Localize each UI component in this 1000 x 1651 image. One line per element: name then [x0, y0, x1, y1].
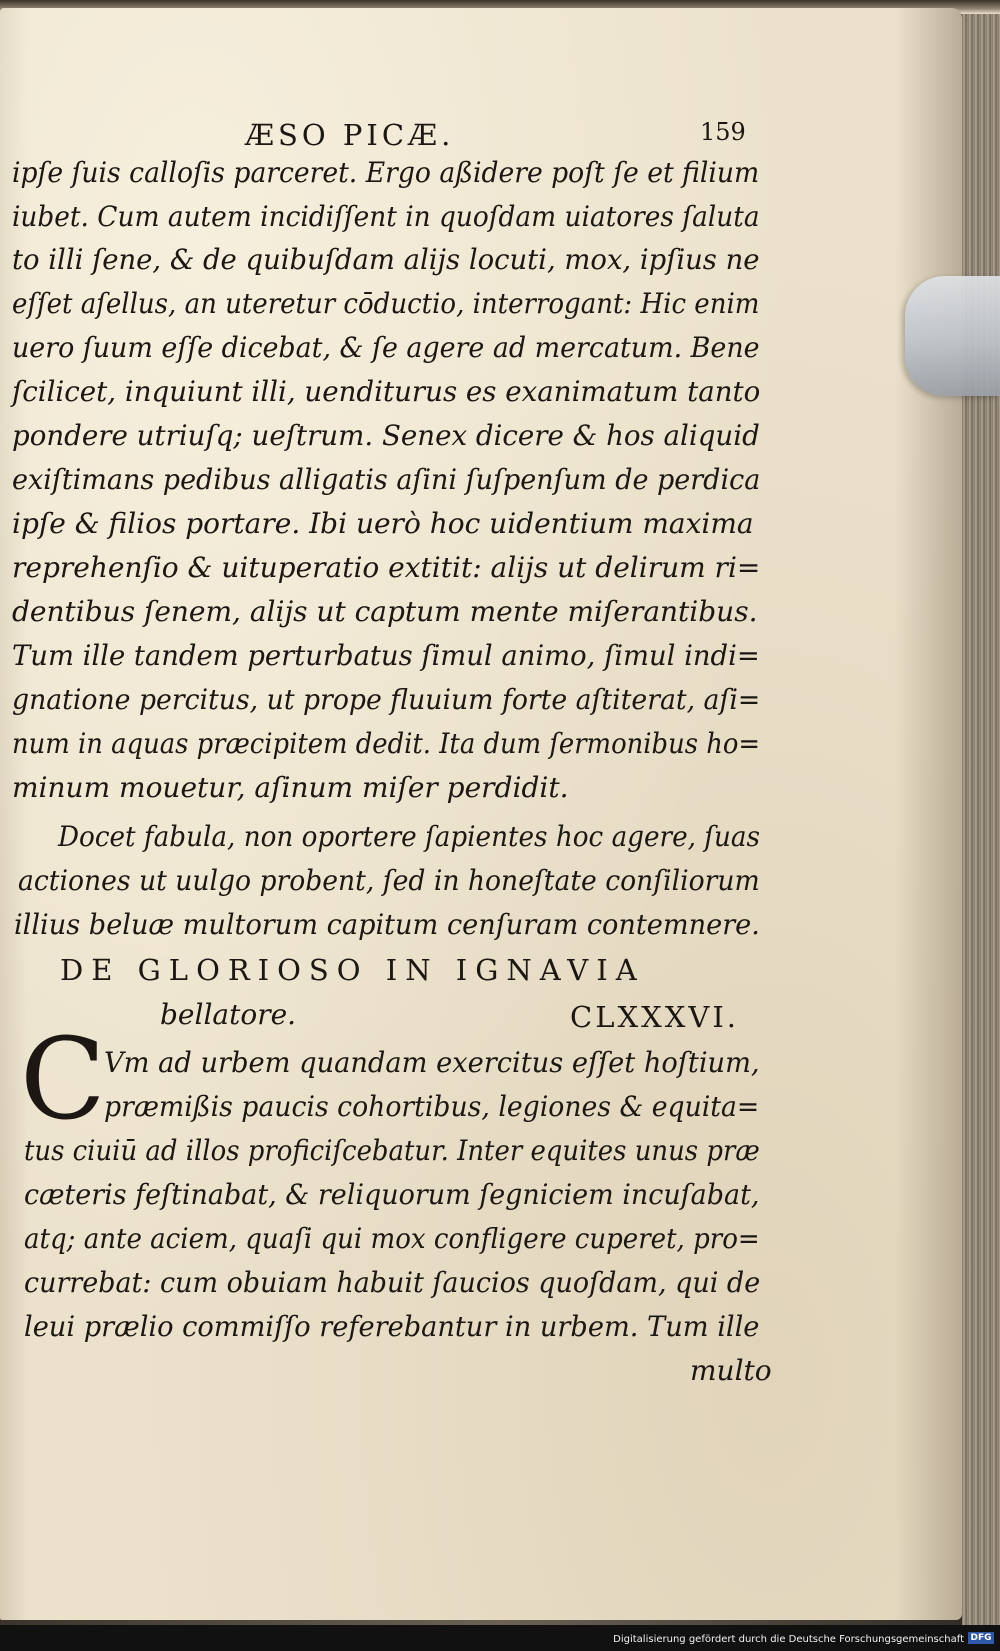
- text-line: Tum ille tandem perturbatus ſimul animo, ſimul indi=: [12, 639, 760, 672]
- text-line: eſſet aſellus, an uteretur cōductio, interrogant: Hic enim: [12, 287, 760, 320]
- footer-bar: [0, 1625, 1000, 1651]
- fable-title-continuation: bellatore.: [160, 998, 297, 1031]
- drop-cap: C: [20, 1015, 106, 1145]
- dfg-logo: DFG: [968, 1632, 994, 1644]
- text-line: dentibus ſenem, alijs ut captum mente miſerantibus.: [12, 595, 758, 628]
- text-line: ipſe & filios portare. Ibi uerò hoc uidentium maxima: [12, 507, 754, 540]
- text-line: to illi ſene, & de quibuſdam alijs locuti, mox, ipſius ne: [12, 243, 760, 276]
- text-line: minum mouetur, aſinum miſer perdidit.: [12, 771, 569, 804]
- text-line: num in aquas præcipitem dedit. Ita dum ſermonibus ho=: [12, 727, 761, 760]
- moral-line: actiones ut uulgo probent, ſed in honeſtate conſiliorum: [18, 864, 760, 897]
- text-line: præmißis paucis cohortibus, legiones & equita=: [104, 1090, 760, 1123]
- catchword: multo: [690, 1354, 772, 1387]
- text-line: ipſe ſuis calloſis parceret. Ergo aßidere poſt ſe et filium: [12, 156, 760, 189]
- moral-line: Docet fabula, non oportere ſapientes hoc agere, ſuas: [58, 820, 761, 853]
- text-line: ſcilicet, inquiunt illi, uenditurus es exanimatum tanto: [12, 375, 761, 408]
- text-line: Vm ad urbem quandam exercitus eſſet hoſtium,: [104, 1046, 760, 1079]
- text-line: currebat: cum obuiam habuit ſaucios quoſdam, qui de: [24, 1266, 761, 1299]
- text-line: reprehenſio & uituperatio extitit: alijs ut delirum ri=: [12, 551, 761, 584]
- fable-title: DE GLORIOSO IN IGNAVIA: [60, 953, 645, 987]
- text-line: cæteris feſtinabat, & reliquorum ſegniciem incuſabat,: [24, 1178, 760, 1211]
- text-line: exiſtimans pedibus alligatis aſini ſuſpenſum de perdica: [12, 463, 761, 496]
- text-line: tus ciuiū ad illos proficiſcebatur. Inter equites unus præ: [24, 1134, 760, 1167]
- book-page: [0, 8, 962, 1620]
- text-line: iubet. Cum autem incidiſſent in quoſdam uiatores ſaluta: [12, 200, 760, 233]
- fable-number: CLXXXVI.: [570, 1000, 739, 1034]
- text-line: pondere utriuſq; ueſtrum. Senex dicere & hos aliquid: [12, 419, 760, 452]
- moral-line: illius beluæ multorum capitum cenſuram contemnere.: [14, 908, 760, 941]
- text-line: leui prælio commiſſo referebantur in urbem. Tum ille: [24, 1310, 760, 1343]
- text-line: gnatione percitus, ut prope fluuium forte aſtiterat, aſi=: [12, 683, 761, 716]
- running-head: ÆSO PICÆ.: [245, 118, 455, 152]
- text-line: atq; ante aciem, quaſi qui mox confligere cuperet, pro=: [24, 1222, 760, 1255]
- bookmark-tab: [905, 276, 1000, 396]
- text-line: uero ſuum eſſe dicebat, & ſe agere ad mercatum. Bene: [12, 331, 760, 364]
- funding-credit: Digitalisierung gefördert durch die Deutsche Forschungsgemeinschaft: [613, 1634, 964, 1645]
- book-page-edges: [962, 0, 1000, 1625]
- page-number: 159: [700, 118, 746, 146]
